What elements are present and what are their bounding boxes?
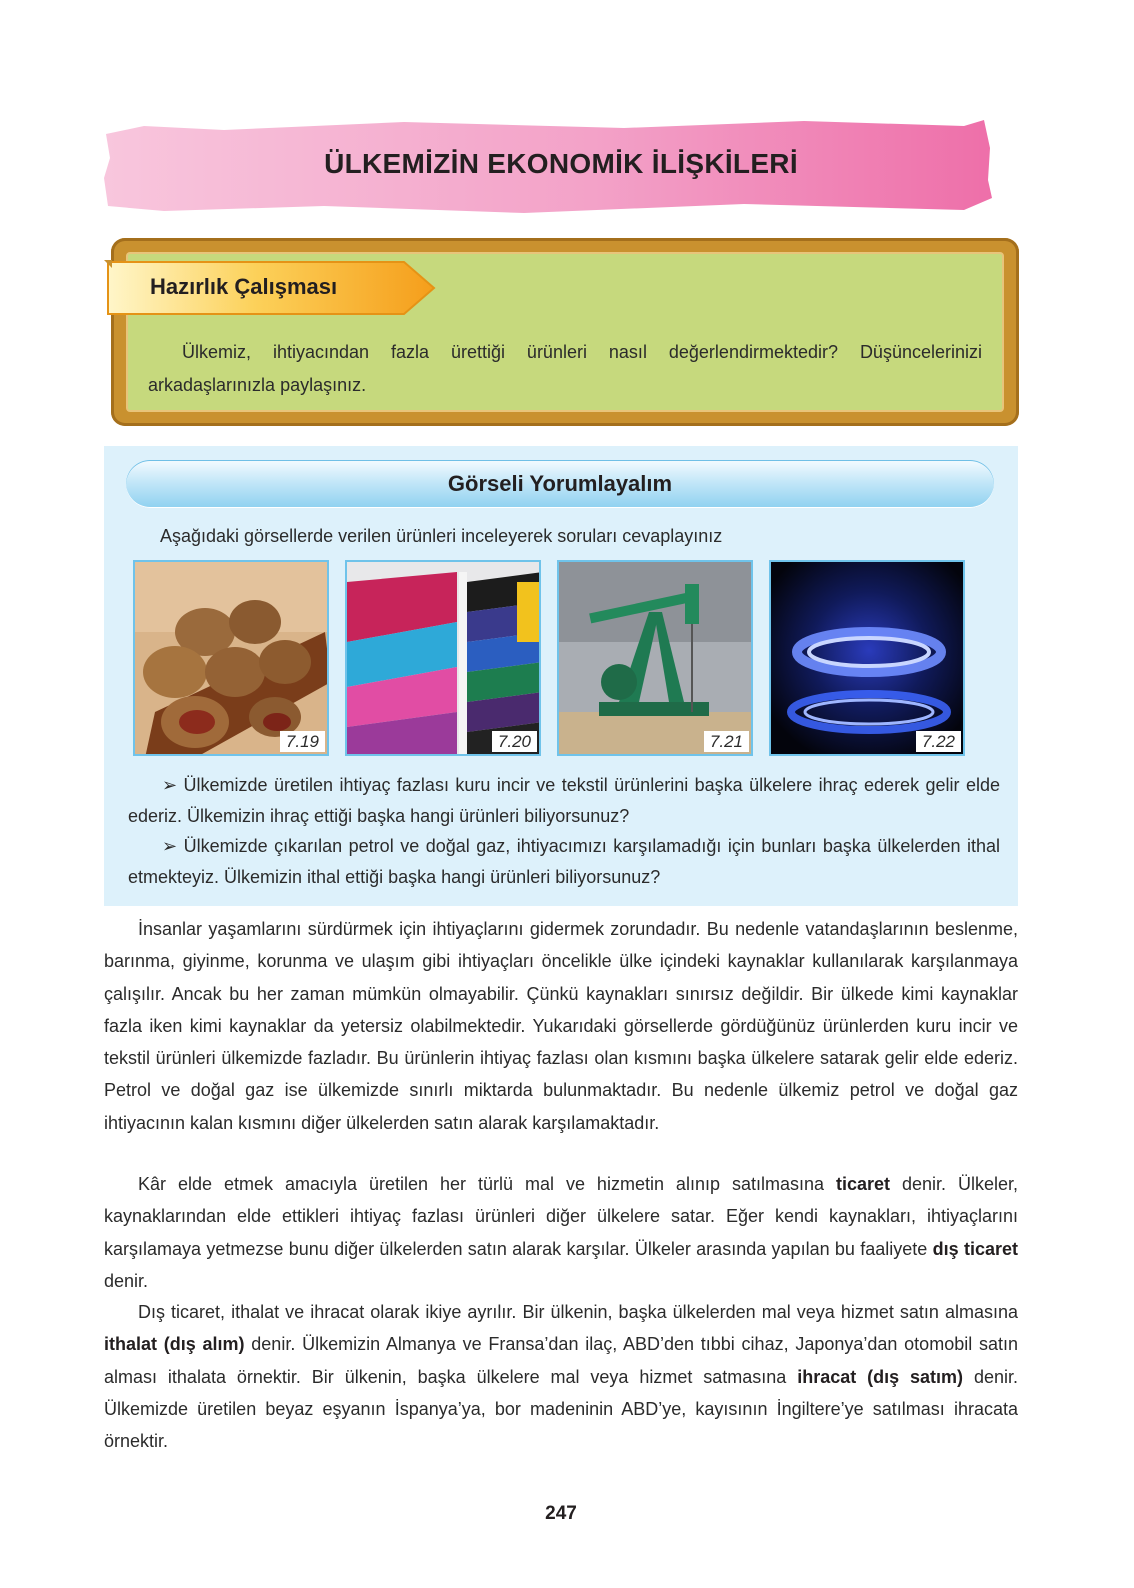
- term-ticaret: ticaret: [835, 1174, 890, 1194]
- term-ihracat: ihracat (dış satım): [797, 1366, 964, 1387]
- chapter-title-banner: [104, 118, 1018, 214]
- visual-section-title: Görseli Yorumlayalım: [447, 471, 673, 496]
- preparation-label-tag: [104, 260, 444, 316]
- figure-caption: 7.21: [704, 731, 749, 752]
- page-title: ÜLKEMİZİN EKONOMİK İLİŞKİLERİ: [324, 148, 798, 179]
- term-ithalat: ithalat (dış alım): [104, 1334, 245, 1355]
- question-item: ➢ Ülkemizde çıkarılan petrol ve doğal gaz, ihtiyacımızı karşılamadığı için bunları başka ülkelerden ithal etmekteyiz. Ülkemizin ithal ettiği başka hangi ürünleri biliyorsunuz?: [128, 836, 1000, 887]
- preparation-question: Ülkemiz, ihtiyacından fazla ürettiği ürünleri nasıl değerlendirmektedir? Düşüncelerinizi arkadaşlarınızla paylaşınız.: [148, 342, 982, 395]
- arrowhead-bullet-icon: ➢: [162, 836, 178, 856]
- question-item: ➢ Ülkemizde üretilen ihtiyaç fazlası kuru incir ve tekstil ürünlerini başka ülkelere ihraç ederek gelir elde ederiz. Ülkemizin ihraç ettiği başka hangi ürünleri biliyorsunuz?: [128, 775, 1000, 826]
- dried-figs-photo: [133, 560, 329, 756]
- textile-rolls-photo: [345, 560, 541, 756]
- visual-section-header: [126, 460, 994, 508]
- body-paragraph: Kâr elde etmek amacıyla üretilen her türlü mal ve hizmetin alınıp satılmasına ticaret denir. Ülkeler, kaynaklarından elde ettikleri ihtiyaç fazlası ürünleri diğer ülkelere satar. Eğer kendi kaynakları, ihtiyaçlarını karşılamaya yetmezse bunu diğer ülkelerden satın alarak karşılar. Ülkeler arasında yapılan bu faaliyete dış ticaret denir.: [104, 1174, 1019, 1291]
- term-dis-ticaret: dış ticaret: [932, 1238, 1018, 1259]
- gas-flame-photo: [769, 560, 965, 756]
- visual-section-intro: Aşağıdaki görsellerde verilen ürünleri inceleyerek soruları cevaplayınız: [160, 526, 723, 546]
- figure-caption: 7.19: [280, 731, 325, 752]
- body-paragraph: İnsanlar yaşamlarını sürdürmek için ihtiyaçlarını gidermek zorundadır. Bu nedenle vatandaşlarının beslenme, barınma, giyinme, korunma ve ulaşım gibi ihtiyaçları öncelikle ülke içindeki kaynaklar kullanılarak karşılanmaya çalışılır. Ancak bu her zaman mümkün olmayabilir. Çünkü kaynakları sınırsız değildir. Bir ülkede kimi kaynaklar fazla iken kimi kaynaklar da yetersiz olabilmektedir. Yukarıdaki görsellerde gördüğünüz ürünlerden kuru incir ve tekstil ürünleri ülkemizde fazladır. Bu ürünlerin ihtiyaç fazlası olan kısmını başka ülkelere satarak gelir elde ederiz. Petrol ve doğal gaz ise ülkemizde sınırlı miktarda bulunmaktadır. Bu nedenle ülkemiz petrol ve doğal gaz ihtiyacının kalan kısmını diğer ülkelerden satın alarak karşılamaktadır.: [104, 919, 1018, 1133]
- arrowhead-bullet-icon: ➢: [162, 775, 178, 795]
- figure-caption: 7.20: [492, 731, 537, 752]
- body-paragraph: Dış ticaret, ithalat ve ihracat olarak ikiye ayrılır. Bir ülkenin, başka ülkelerden mal veya hizmet satın almasına ithalat (dış alım) denir. Ülkemizin Almanya ve Fransa’dan ilaç, ABD’den tıbbi cihaz, Japonya’dan otomobil satın alması ithalata örnektir. Bir ülkenin, başka ülkelere mal veya hizmet satmasına ihracat (dış satım) denir. Ülkemizde üretilen beyaz eşyanın İspanya’ya, bor madeninin ABD’ye, kayısının İngiltere’ye satılması ihracata örnektir.: [104, 1302, 1018, 1452]
- figure-caption: 7.22: [916, 731, 961, 752]
- preparation-label: Hazırlık Çalışması: [150, 274, 338, 299]
- oil-pumpjack-photo: [557, 560, 753, 756]
- page-number: 247: [545, 1503, 577, 1524]
